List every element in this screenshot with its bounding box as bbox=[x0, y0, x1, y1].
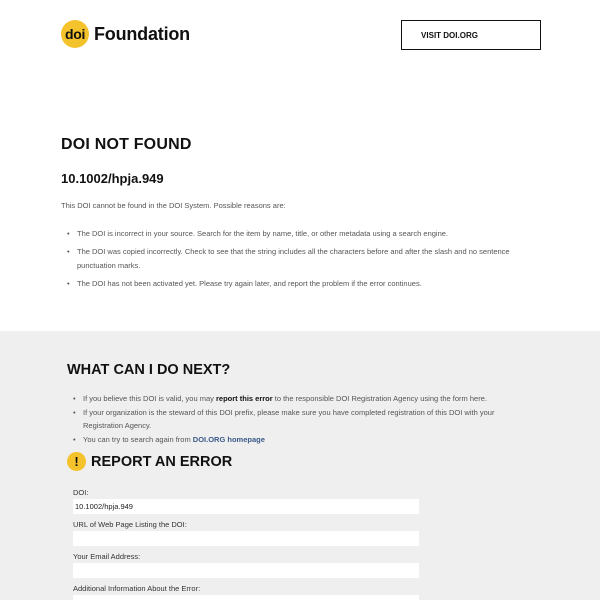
next-steps-title: WHAT CAN I DO NEXT? bbox=[67, 362, 231, 378]
doi-identifier: 10.1002/hpja.949 bbox=[61, 171, 164, 186]
page-title: DOI NOT FOUND bbox=[61, 136, 192, 153]
email-field-label: Your Email Address: bbox=[73, 552, 141, 561]
next-steps-list bbox=[73, 392, 533, 446]
email-field[interactable] bbox=[73, 563, 419, 578]
info-field[interactable] bbox=[73, 595, 419, 600]
doi-foundation-logo[interactable] bbox=[61, 20, 190, 48]
url-field-label: URL of Web Page Listing the DOI: bbox=[73, 520, 187, 529]
report-form bbox=[73, 487, 419, 600]
list-item: • The DOI has not been activated yet. Please try again later, and report the problem if the error continues. bbox=[65, 277, 535, 291]
list-item bbox=[73, 433, 533, 447]
list-item: • The DOI is incorrect in your source. Search for the item by name, title, or other metadata using a search engine. bbox=[65, 227, 535, 241]
list-item: • If your organization is the steward of this DOI prefix, please make sure you have completed registration of this DOI with your Registration Agency. bbox=[73, 406, 533, 433]
site-header bbox=[0, 0, 600, 70]
item-text: If you believe this DOI is valid, you may bbox=[83, 394, 216, 403]
item-text: You can try to search again from bbox=[83, 434, 193, 444]
doi-field-label: DOI: bbox=[73, 488, 89, 497]
item-text: to the responsible DOI Registration Agency using the form here. bbox=[272, 394, 487, 403]
visit-doi-org-button[interactable]: VISIT DOI.ORG bbox=[401, 20, 498, 50]
logo-mark: doi bbox=[61, 20, 89, 48]
exclamation-icon: ! bbox=[67, 452, 86, 471]
logo-text: Foundation bbox=[94, 23, 190, 44]
doi-homepage-link[interactable]: DOI.ORG homepage bbox=[192, 434, 265, 444]
doi-field[interactable]: 10.1002/hpja.949 bbox=[73, 499, 419, 514]
url-field[interactable] bbox=[73, 531, 419, 546]
report-error-text: report this error bbox=[215, 394, 273, 403]
reasons-list bbox=[65, 227, 535, 295]
menu-button[interactable] bbox=[497, 20, 541, 50]
info-field-label: Additional Information About the Error: bbox=[73, 584, 201, 593]
report-title: REPORT AN ERROR bbox=[91, 453, 233, 470]
list-item bbox=[73, 392, 533, 406]
list-item: • The DOI was copied incorrectly. Check to see that the string includes all the characters before and after the slash and no sentence punctuation marks. bbox=[65, 245, 535, 273]
report-heading bbox=[67, 452, 232, 471]
intro-text: This DOI cannot be found in the DOI System. Possible reasons are: bbox=[61, 201, 286, 210]
